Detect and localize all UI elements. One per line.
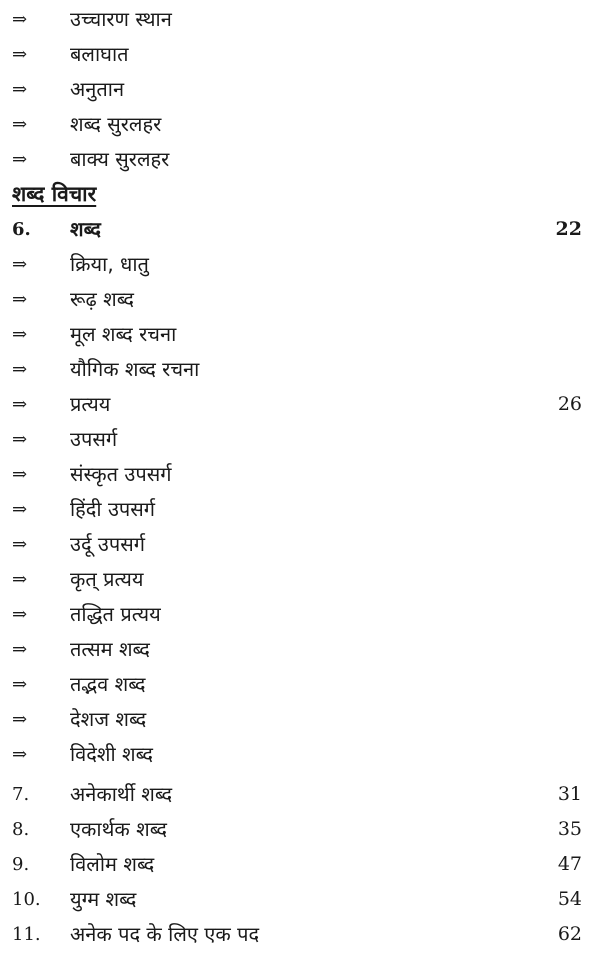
arrow-icon: ⇒ [12,429,28,450]
arrow-icon: ⇒ [12,9,28,30]
toc-item [0,142,600,177]
toc-item-label: क्रिया, धातु [70,252,149,276]
toc-chapter [0,777,600,812]
page-number: 54 [557,888,582,910]
arrow-icon: ⇒ [12,709,28,730]
toc-item [0,527,600,562]
arrow-icon: ⇒ [12,289,28,310]
page-number: 47 [557,853,582,875]
arrow-icon: ⇒ [12,604,28,625]
page-number: 62 [557,923,582,945]
toc-item [0,37,600,72]
chapter-number: 6. [12,219,31,240]
arrow-icon: ⇒ [12,569,28,590]
arrow-icon: ⇒ [12,149,28,170]
toc-item-label: विदेशी शब्द [70,742,153,766]
toc-item [0,632,600,667]
chapter-number: 10. [12,889,41,910]
toc-item [0,387,600,422]
section-heading-row [0,177,600,212]
toc-item-label: तद्धित प्रत्यय [70,602,161,626]
toc-item-label: शब्द सुरलहर [70,112,162,136]
chapter-number: 9. [12,854,30,875]
toc-item-label: बाक्य सुरलहर [70,147,170,171]
chapter-title: युग्म शब्द [70,887,137,911]
toc-chapter [0,847,600,882]
toc-item-label: रूढ़ शब्द [70,287,135,311]
toc-item-label: कृत् प्रत्यय [70,567,144,591]
toc-item [0,667,600,702]
arrow-icon: ⇒ [12,44,28,65]
toc-item [0,352,600,387]
toc-item-label: प्रत्यय [70,392,111,416]
chapter-title: शब्द [70,217,101,241]
chapter-number: 7. [12,784,30,805]
toc-item-label: बलाघात [70,42,129,66]
toc-item [0,282,600,317]
toc-item-label: उच्चारण स्थान [70,7,172,31]
toc-item-label: देशज शब्द [70,707,147,731]
arrow-icon: ⇒ [12,534,28,555]
section-heading: शब्द विचार [12,182,97,206]
toc-item [0,422,600,457]
toc-item [0,247,600,282]
chapter-title: एकार्थक शब्द [70,817,167,841]
chapter-title: अनेकार्थी शब्द [70,782,173,806]
chapter-title: विलोम शब्द [70,852,155,876]
toc-item-label: उर्दू उपसर्ग [70,532,146,556]
chapter-number: 11. [12,924,41,945]
page-number: 22 [555,218,582,240]
toc-item-label: संस्कृत उपसर्ग [70,462,172,486]
toc-item-label: यौगिक शब्द रचना [70,357,200,381]
toc-item [0,107,600,142]
toc-item [0,562,600,597]
toc-item [0,737,600,772]
toc-item-label: उपसर्ग [70,427,118,451]
arrow-icon: ⇒ [12,499,28,520]
arrow-icon: ⇒ [12,674,28,695]
arrow-icon: ⇒ [12,744,28,765]
arrow-icon: ⇒ [12,359,28,380]
page-number: 26 [557,393,582,415]
toc-item [0,492,600,527]
toc-item-label: तत्सम शब्द [70,637,150,661]
chapter-title: अनेक पद के लिए एक पद [70,922,260,946]
arrow-icon: ⇒ [12,324,28,345]
page-number: 31 [557,783,582,805]
arrow-icon: ⇒ [12,254,28,275]
arrow-icon: ⇒ [12,639,28,660]
toc-chapter [0,882,600,917]
toc-item [0,72,600,107]
arrow-icon: ⇒ [12,464,28,485]
toc-chapter [0,212,600,247]
toc-item [0,317,600,352]
chapter-number: 8. [12,819,30,840]
toc-item-label: तद्भव शब्द [70,672,146,696]
toc-item [0,702,600,737]
arrow-icon: ⇒ [12,79,28,100]
page-number: 35 [557,818,582,840]
toc-item-label: मूल शब्द रचना [70,322,177,346]
toc-chapter [0,812,600,847]
toc-item-label: अनुतान [70,77,125,101]
toc-item [0,597,600,632]
toc-item [0,2,600,37]
toc-chapter [0,917,600,952]
toc-item-label: हिंदी उपसर्ग [70,497,156,521]
arrow-icon: ⇒ [12,394,28,415]
toc-item [0,457,600,492]
arrow-icon: ⇒ [12,114,28,135]
